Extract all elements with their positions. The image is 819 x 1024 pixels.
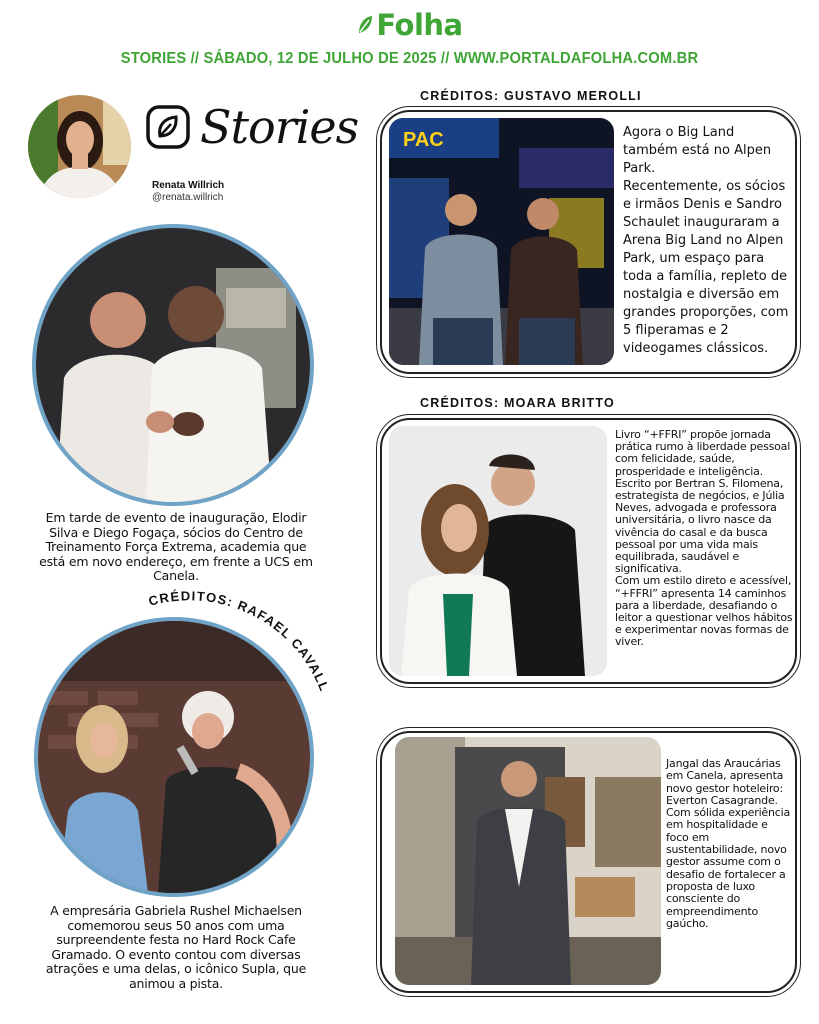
- credit-gustavo-merolli: CRÉDITOS: GUSTAVO MEROLLI: [420, 89, 642, 103]
- masthead: [0, 8, 819, 42]
- logo-text: Folha: [376, 8, 463, 42]
- stories-brand: [146, 100, 358, 154]
- story-caption-academia: Em tarde de evento de inauguração, Elodir Silva e Diego Fogaça, sócios do Centro de Treinamento Força Extrema, academia que está em novo endereço, em frente a UCS em Canela.: [39, 510, 313, 583]
- story-text-livro: Livro “+FFRI” propõe jornada prática rumo à liberdade pessoal com felicidade, saúde, prosperidade e inteligência. Escrito por Bertran S. Filomena, estrategista de negócios, e Júlia Neves, advogada e professora universitária, o livro nasce da vivência do casal e da busca pessoal por uma vida mais equilibrada, saudável e significativa. Com um estilo direto e acessível, “+FFRI” apresenta 14 caminhos para a liberdade, desafiando o leitor a questionar velhos hábitos e experimentar novas formas de viver.: [615, 428, 793, 649]
- credit-moara-britto: CRÉDITOS: MOARA BRITTO: [420, 396, 615, 410]
- instagram-leaf-icon: [146, 105, 190, 149]
- folha-logo[interactable]: [356, 8, 462, 42]
- story-photo-livro: [389, 426, 607, 676]
- author-handle: @renata.willrich: [152, 192, 224, 203]
- credit-rafael-text: CRÉDITOS: RAFAEL CAVALLI: [107, 578, 333, 694]
- stories-title: Stories: [200, 100, 359, 154]
- story-text-bigland: Agora o Big Land também está no Alpen Park. Recentemente, os sócios e irmãos Denis e Sandro Schaulet inauguraram a Arena Big Land no Alpen Park, um espaço para toda a família, repleto de nostalgia e diversão em grandes proporções, com 5 fliperamas e 2 videogames clássicos.: [623, 125, 789, 356]
- author-name: Renata Willrich: [152, 180, 225, 191]
- story-photo-academia: [32, 224, 314, 506]
- leaf-icon: [356, 14, 374, 36]
- story-text-jangal: Jangal das Araucárias em Canela, apresenta novo gestor hoteleiro: Everton Casagrande. Com sólida experiência em hospitalidade e foco em sustentabilidade, novo gestor assume com o desafio de fortalecer a proposta de luxo consciente do empreendimento gaúcho.: [666, 757, 791, 930]
- story-photo-bigland: [389, 118, 614, 365]
- author-avatar: [28, 95, 131, 198]
- svg-text:PAC: PAC: [403, 129, 444, 151]
- dateline: STORIES // SÁBADO, 12 DE JULHO DE 2025 // WWW.PORTALDAFOLHA.COM.BR: [120, 50, 699, 67]
- story-photo-hardrock: [34, 617, 314, 897]
- story-caption-hardrock: A empresária Gabriela Rushel Michaelsen comemorou seus 50 anos com uma surpreendente festa no Hard Rock Cafe Gramado. O evento contou com diversas atrações e uma delas, o icônico Supla, que animou a pista.: [45, 903, 307, 991]
- story-photo-jangal: [395, 737, 661, 985]
